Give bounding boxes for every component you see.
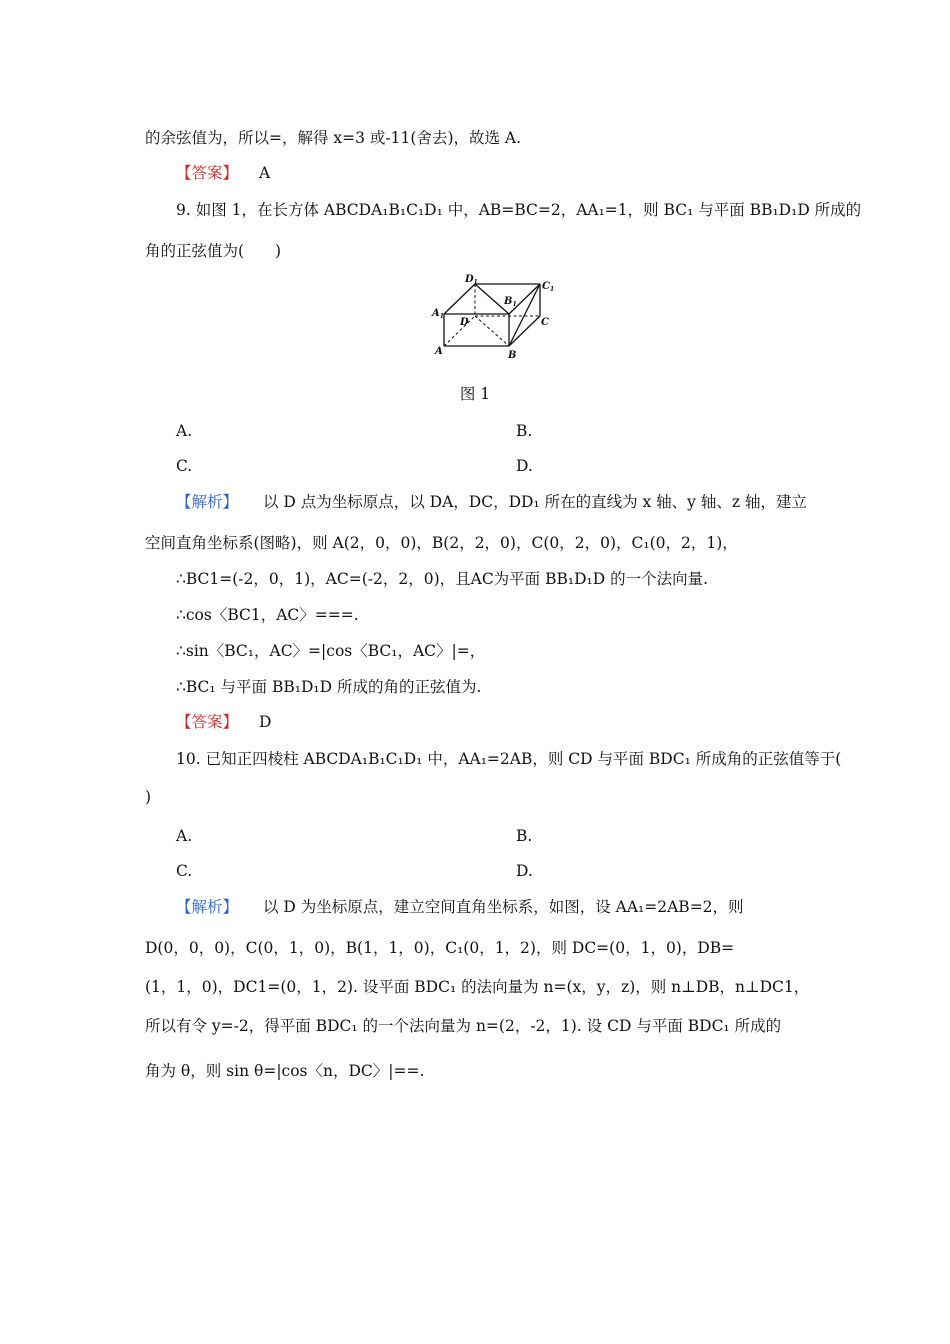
answer-tag: 【答案】: [176, 713, 239, 731]
label-b: B: [508, 350, 517, 361]
solution-10-line: 所以有令 y=-2，得平面 BDC₁ 的一个法向量为 n=(2，-2，1). 设 CD 与平面 BDC₁ 所成的: [145, 1017, 782, 1035]
solution-9-line: ∴cos〈BC1，AC〉===.: [176, 606, 359, 624]
label-a1: $A_1$: [432, 308, 444, 320]
question-10-text-cont: ): [145, 788, 152, 806]
label-d1: $D_1$: [465, 274, 478, 286]
question-10-text: 10. 已知正四棱柱 ABCDA₁B₁C₁D₁ 中，AA₁=2AB，则 CD 与平面 BDC₁ 所成角的正弦值等于(: [176, 750, 842, 768]
solution-tag: 【解析】: [176, 493, 239, 511]
option-d: D.: [516, 862, 533, 880]
option-a: A.: [176, 827, 193, 845]
option-d: D.: [516, 457, 533, 475]
solution-10-line: 角为 θ，则 sin θ=|cos〈n，DC〉|==.: [145, 1062, 425, 1080]
label-d: D: [460, 317, 469, 328]
solution-text: 以 D 点为坐标原点，以 DA，DC，DD₁ 所在的直线为 x 轴、y 轴、z 轴，建立: [262, 493, 807, 511]
solution-9-row: [176, 491, 810, 513]
label-b1: $B_1$: [504, 296, 517, 308]
figure-caption: 图 1: [459, 385, 491, 403]
question-9-text: 9. 如图 1，在长方体 ABCDA₁B₁C₁D₁ 中，AB=BC=2，AA₁=1，则 BC₁ 与平面 BB₁D₁D 所成的: [176, 201, 862, 219]
solution-10-line: (1，1，0)，DC1=(0，1，2). 设平面 BDC₁ 的法向量为 n=(x，y，z)，则 n⊥DB，n⊥DC1，: [145, 978, 810, 996]
option-c: C.: [176, 457, 193, 475]
option-c: C.: [176, 862, 193, 880]
solution-9-line: ∴BC₁ 与平面 BB₁D₁D 所成的角的正弦值为.: [176, 678, 482, 696]
solution-9-line: ∴BC1=(-2，0，1)，AC=(-2，2，0)，且AC为平面 BB₁D₁D 的一个法向量.: [176, 570, 709, 588]
option-b: B.: [516, 422, 533, 440]
option-a: A.: [176, 422, 193, 440]
answer-tag: 【答案】: [176, 164, 239, 182]
solution-text: 以 D 为坐标原点，建立空间直角坐标系，如图，设 AA₁=2AB=2，则: [262, 898, 744, 916]
option-b: B.: [516, 827, 533, 845]
answer-value: A: [258, 164, 271, 182]
cuboid-figure: [430, 272, 560, 362]
solution-tag: 【解析】: [176, 898, 239, 916]
label-a: A: [435, 346, 443, 357]
question-9-text-cont: 角的正弦值为( ): [145, 242, 282, 260]
solution-9-line: ∴sin〈BC₁，AC〉=|cos〈BC₁，AC〉|=，: [176, 642, 486, 660]
label-c: C: [541, 317, 549, 328]
answer-value: D: [258, 713, 272, 731]
answer-row: [176, 162, 810, 184]
solution-10-row: [176, 896, 810, 918]
solution-10-line: D(0，0，0)，C(0，1，0)，B(1，1，0)，C₁(0，1，2)，则 DC=(0，1，0)，DB=: [145, 939, 735, 957]
solution-9-line: 空间直角坐标系(图略)，则 A(2，0，0)，B(2，2，0)，C(0，2，0)，C₁(0，2，1)，: [145, 534, 738, 552]
text-line: 的余弦值为，所以=，解得 x=3 或-11(舍去)，故选 A.: [145, 129, 522, 147]
label-c1: $C_1$: [542, 281, 555, 293]
answer-row: [176, 711, 810, 733]
